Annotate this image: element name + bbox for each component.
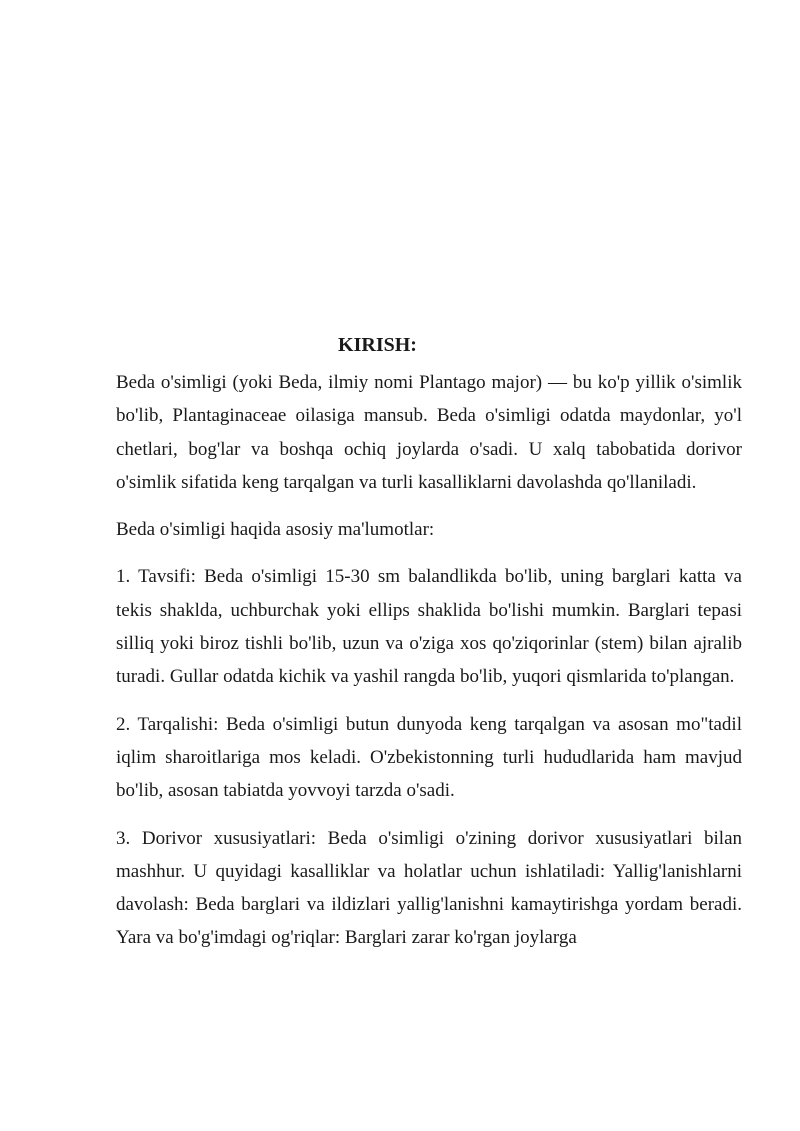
- paragraph-distribution: 2. Tarqalishi: Beda o'simligi butun dunyoda keng tarqalgan va asosan mo"tadil iqlim sharoitlariga mos keladi. O'zbekistonning turli hududlarida ham mavjud bo'lib, asosan tabiatda yovvoyi tarzda o'sadi.: [116, 713, 742, 802]
- paragraph-subheading: Beda o'simligi haqida asosiy ma'lumotlar:: [116, 519, 435, 541]
- paragraph-medicinal: 3. Dorivor xususiyatlari: Beda o'simligi o'zining dorivor xususiyatlari bilan mashhur. U quyidagi kasalliklar va holatlar uchun ishlatiladi: Yallig'lanishlarni davolash: Beda barglari va ildizlari yallig'lanishni kamaytirishga yordam beradi. Yara va bo'g'imdagi og'riqlar: Barglari zarar ko'rgan joylarga: [116, 827, 742, 949]
- paragraph-description: 1. Tavsifi: Beda o'simligi 15-30 sm balandlikda bo'lib, uning barglari katta va tekis shaklda, uchburchak yoki ellips shaklida bo'lishi mumkin. Barglari tepasi silliq yoki biroz tishli bo'lib, uzun va o'ziga xos qo'ziqorinlar (stem) bilan ajralib turadi. Gullar odatda kichik va yashil rangda bo'lib, yuqori qismlarida to'plangan.: [116, 566, 742, 688]
- section-heading: KIRISH:: [338, 334, 417, 356]
- paragraph-intro: Beda o'simligi (yoki Beda, ilmiy nomi Plantago major) — bu ko'p yillik o'simlik bo'lib, Plantaginaceae oilasiga mansub. Beda o'simligi odatda maydonlar, yo'l chetlari, bog'lar va boshqa ochiq joylarda o'sadi. U xalq tabobatida dorivor o'simlik sifatida keng tarqalgan va turli kasalliklarni davolashda qo'llaniladi.: [116, 372, 742, 493]
- document-body: [116, 366, 742, 969]
